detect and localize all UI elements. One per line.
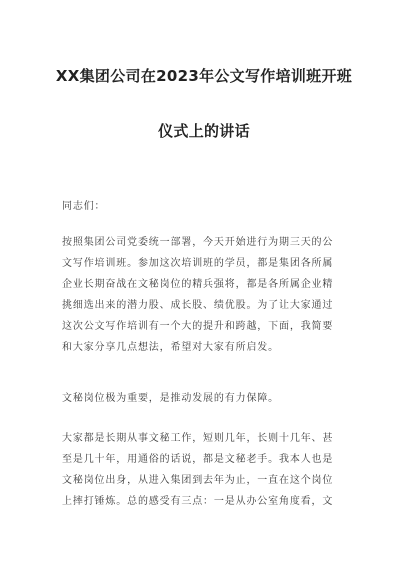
paragraph-line: 这次公文写作培训有一个大的提升和跨越，下面，我简要	[62, 321, 334, 332]
paragraph-1	[62, 232, 352, 358]
salutation-text: 同志们：	[62, 201, 106, 212]
paragraph-line: 企业长期奋战在文秘岗位的精兵强将，都是各所属企业精	[62, 279, 334, 290]
paragraph-line: 上摔打锤炼。总的感受有三点：一是从办公室角度看，文	[62, 496, 334, 507]
paragraph-line: 至是几十年，用通俗的话说，都是文秘老手。我本人也是	[62, 454, 334, 465]
paragraph-line: 按照集团公司党委统一部署，今天开始进行为期三天的公	[62, 237, 334, 248]
paragraph-line: 文秘岗位极为重要，是推动发展的有力保障。	[62, 393, 279, 404]
paragraph-line: 文秘岗位出身，从进入集团到去年为止，一直在这个岗位	[62, 475, 334, 486]
document-title-line-1: XX集团公司在2023年公文写作培训班开班	[55, 67, 353, 85]
paragraph-line: 大家都是长期从事文秘工作，短则几年，长则十几年、甚	[62, 433, 334, 444]
salutation	[62, 196, 352, 217]
document-title-line-2: 仪式上的讲话	[158, 122, 250, 140]
paragraph-3	[62, 428, 352, 512]
paragraph-line: 和大家分享几点想法，希望对大家有所启发。	[62, 342, 279, 353]
paragraph-line: 挑细选出来的潜力股、成长股、绩优股。为了让大家通过	[62, 300, 334, 311]
paragraph-2	[62, 388, 352, 409]
paragraph-line: 文写作培训班。参加这次培训班的学员，都是集团各所属	[62, 258, 334, 269]
